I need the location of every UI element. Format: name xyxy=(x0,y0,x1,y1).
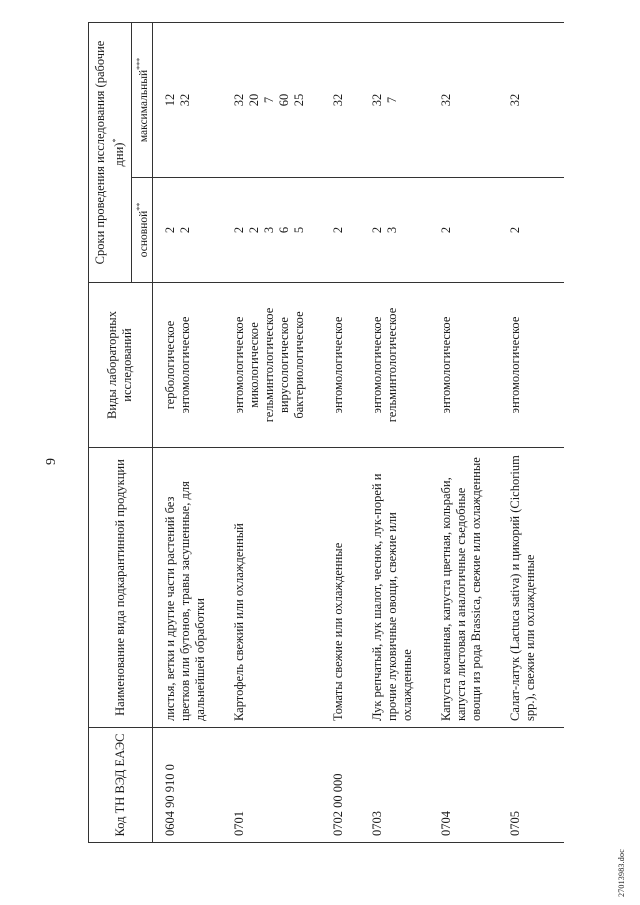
header-types: Виды лабораторных исследований xyxy=(89,283,153,448)
table-row xyxy=(360,23,429,843)
table-body xyxy=(152,23,564,843)
cell-code: 0704 xyxy=(429,728,498,843)
header-code: Код ТН ВЭД ЕАЭС xyxy=(89,728,153,843)
cell-max-line: 20 xyxy=(246,93,261,107)
header-terms: Сроки проведения исследования (рабочие дни)* xyxy=(89,23,132,283)
cell-basic xyxy=(152,178,222,283)
cell-basic-line: 5 xyxy=(291,226,306,234)
cell-types-line: бактериологическое xyxy=(291,311,306,419)
cell-basic xyxy=(222,178,321,283)
header-basic: основной** xyxy=(132,178,153,283)
cell-types xyxy=(498,283,564,448)
table-row xyxy=(222,23,321,843)
header-name: Наименование вида подкарантинной продукции xyxy=(89,448,153,728)
cell-max-line: 60 xyxy=(276,93,291,107)
cell-name: Лук репчатый, лук шалот, чеснок, лук-порей и прочие луковичные овощи, свежие или охлажденные xyxy=(360,448,429,728)
cell-max-line: 7 xyxy=(384,96,399,104)
cell-basic-line: 2 xyxy=(507,226,522,234)
cell-name: листья, ветки и другие части растений без цветков или бутонов, травы засушенные, для дальнейшей обработки xyxy=(152,448,222,728)
cell-max-line: 32 xyxy=(177,93,192,107)
table-row xyxy=(321,23,360,843)
cell-max xyxy=(321,23,360,178)
cell-basic-line: 3 xyxy=(384,226,399,234)
header-max: максимальный*** xyxy=(132,23,153,178)
table-row xyxy=(152,23,222,843)
cell-max-line: 32 xyxy=(231,93,246,107)
cell-code: 0701 xyxy=(222,728,321,843)
cell-basic-line: 2 xyxy=(246,226,261,234)
table-row xyxy=(429,23,498,843)
cell-basic xyxy=(360,178,429,283)
doc-footer: 2701398З.doc xyxy=(617,849,626,897)
cell-max xyxy=(429,23,498,178)
cell-max-line: 32 xyxy=(507,93,522,107)
cell-max xyxy=(498,23,564,178)
cell-types-line: энтомологическое xyxy=(507,316,522,414)
cell-basic xyxy=(321,178,360,283)
cell-code: 0705 xyxy=(498,728,564,843)
cell-basic-line: 6 xyxy=(276,226,291,234)
cell-basic-line: 2 xyxy=(438,226,453,234)
cell-types-line: вирусологическое xyxy=(276,317,291,413)
cell-types xyxy=(222,283,321,448)
cell-types-line: микологическое xyxy=(246,322,261,408)
cell-name: Томаты свежие или охлажденные xyxy=(321,448,360,728)
cell-types-line: энтомологическое xyxy=(231,316,246,414)
cell-max-line: 32 xyxy=(438,93,453,107)
cell-code: 0703 xyxy=(360,728,429,843)
quarantine-products-table xyxy=(88,22,564,843)
cell-max-line: 32 xyxy=(369,93,384,107)
cell-basic xyxy=(429,178,498,283)
cell-basic-line: 2 xyxy=(330,226,345,234)
cell-types-line: энтомологическое xyxy=(369,316,384,414)
cell-code: 0702 00 000 xyxy=(321,728,360,843)
cell-types xyxy=(429,283,498,448)
cell-max-line: 12 xyxy=(162,93,177,107)
cell-max xyxy=(152,23,222,178)
cell-types xyxy=(360,283,429,448)
cell-basic-line: 2 xyxy=(369,226,384,234)
cell-max-line: 25 xyxy=(291,93,306,107)
cell-types xyxy=(321,283,360,448)
cell-name: Салат-латук (Lactuca sativa) и цикорий (Cichorium spp.), свежие или охлажденные xyxy=(498,448,564,728)
cell-types-line: гербологическое xyxy=(162,320,177,410)
cell-types-line: энтомологическое xyxy=(438,316,453,414)
cell-types-line: гельминтологическое xyxy=(261,307,276,423)
cell-name: Картофель свежий или охлажденный xyxy=(222,448,321,728)
cell-basic-line: 2 xyxy=(177,226,192,234)
cell-basic-line: 2 xyxy=(231,226,246,234)
cell-types xyxy=(152,283,222,448)
cell-code: 0604 90 910 0 xyxy=(152,728,222,843)
cell-basic-line: 2 xyxy=(162,226,177,234)
cell-max-line: 32 xyxy=(330,93,345,107)
cell-name: Капуста кочанная, капуста цветная, кольраби, капуста листовая и аналогичные съедобные овощи из рода Brassica, свежие или охлажденные xyxy=(429,448,498,728)
cell-types-line: гельминтологическое xyxy=(384,307,399,423)
cell-basic xyxy=(498,178,564,283)
cell-max xyxy=(222,23,321,178)
table-row xyxy=(498,23,564,843)
cell-types-line: энтомологическое xyxy=(177,316,192,414)
cell-max-line: 7 xyxy=(261,96,276,104)
page-number: 9 xyxy=(44,458,59,465)
cell-max xyxy=(360,23,429,178)
cell-basic-line: 3 xyxy=(261,226,276,234)
cell-types-line: энтомологическое xyxy=(330,316,345,414)
